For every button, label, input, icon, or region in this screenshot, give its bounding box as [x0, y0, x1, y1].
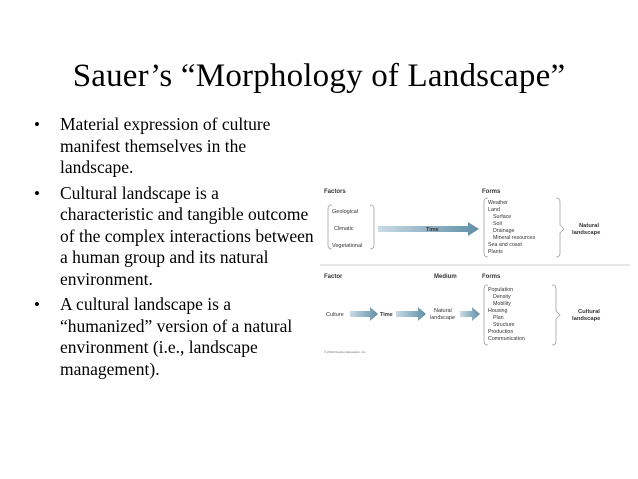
bullet-symbol: • [34, 183, 40, 203]
form-communication: Communication [488, 336, 525, 342]
form-drainage: Drainage [493, 228, 515, 234]
bullet-text: Cultural landscape is a characteristic and tangible outcome of the complex interactions between a human group and its natural environment. [60, 182, 314, 289]
time-label-bottom: Time [380, 312, 393, 318]
factor-geological: Geological [332, 209, 358, 215]
form-structure: Structure [493, 322, 515, 328]
form-production: Production [488, 329, 514, 335]
result-cultural: Cultural [578, 309, 600, 315]
copyright-credit: © 2010 Pearson Education, Inc. [324, 350, 367, 354]
factors-header: Factors [324, 189, 346, 195]
bullet-item [34, 294, 314, 380]
arrow-landscape-forms [460, 307, 480, 321]
forms-header: Forms [482, 189, 501, 195]
medium-header: Medium [434, 274, 457, 280]
bullet-text: A cultural landscape is a “humanized” version of a natural environment (i.e., landscape management). [60, 294, 293, 379]
morphology-diagram [316, 185, 634, 360]
form-land: Land [488, 207, 500, 213]
medium-landscape: landscape [430, 315, 456, 321]
form-housing: Housing [488, 308, 508, 314]
form-sea-and-coast: Sea and coast [488, 242, 522, 248]
bullet-symbol: • [34, 115, 40, 134]
arrow-culture-time [350, 307, 378, 321]
factor-climatic: Climatic [334, 226, 354, 232]
form-soil: Soil [493, 221, 502, 227]
time-label-top: Time [426, 227, 439, 233]
result-cultural-landscape: landscape [572, 316, 601, 322]
bullet-item [34, 183, 314, 291]
factor-culture: Culture [326, 312, 344, 318]
forms-bracket-bottom-right [552, 285, 560, 345]
form-surface: Surface [493, 214, 512, 220]
form-density: Density [493, 294, 511, 300]
medium-natural: Natural [434, 308, 452, 314]
forms-bracket-top-right [556, 198, 564, 257]
bullet-list [34, 114, 314, 384]
factor-vegetational: Vegetational [332, 243, 363, 249]
factors-bracket-right [370, 205, 374, 249]
result-natural-landscape: landscape [572, 230, 601, 236]
bullet-item [34, 114, 314, 179]
form-mineral-resources: Mineral resources [493, 235, 536, 241]
bullet-text: Material expression of culture manifest themselves in the landscape. [60, 114, 271, 177]
form-plan: Plan [493, 315, 504, 321]
slide-title: Sauer’s “Morphology of Landscape” [72, 58, 566, 94]
form-plants: Plants [488, 249, 503, 255]
arrow-time-landscape [396, 307, 426, 321]
form-population: Population [488, 287, 514, 293]
forms-header-bottom: Forms [482, 274, 501, 280]
form-mobility: Mobility [493, 301, 511, 307]
result-natural: Natural [579, 223, 599, 229]
form-weather: Weather [488, 200, 508, 206]
bullet-symbol: • [34, 295, 40, 314]
factor-header: Factor [324, 274, 343, 280]
